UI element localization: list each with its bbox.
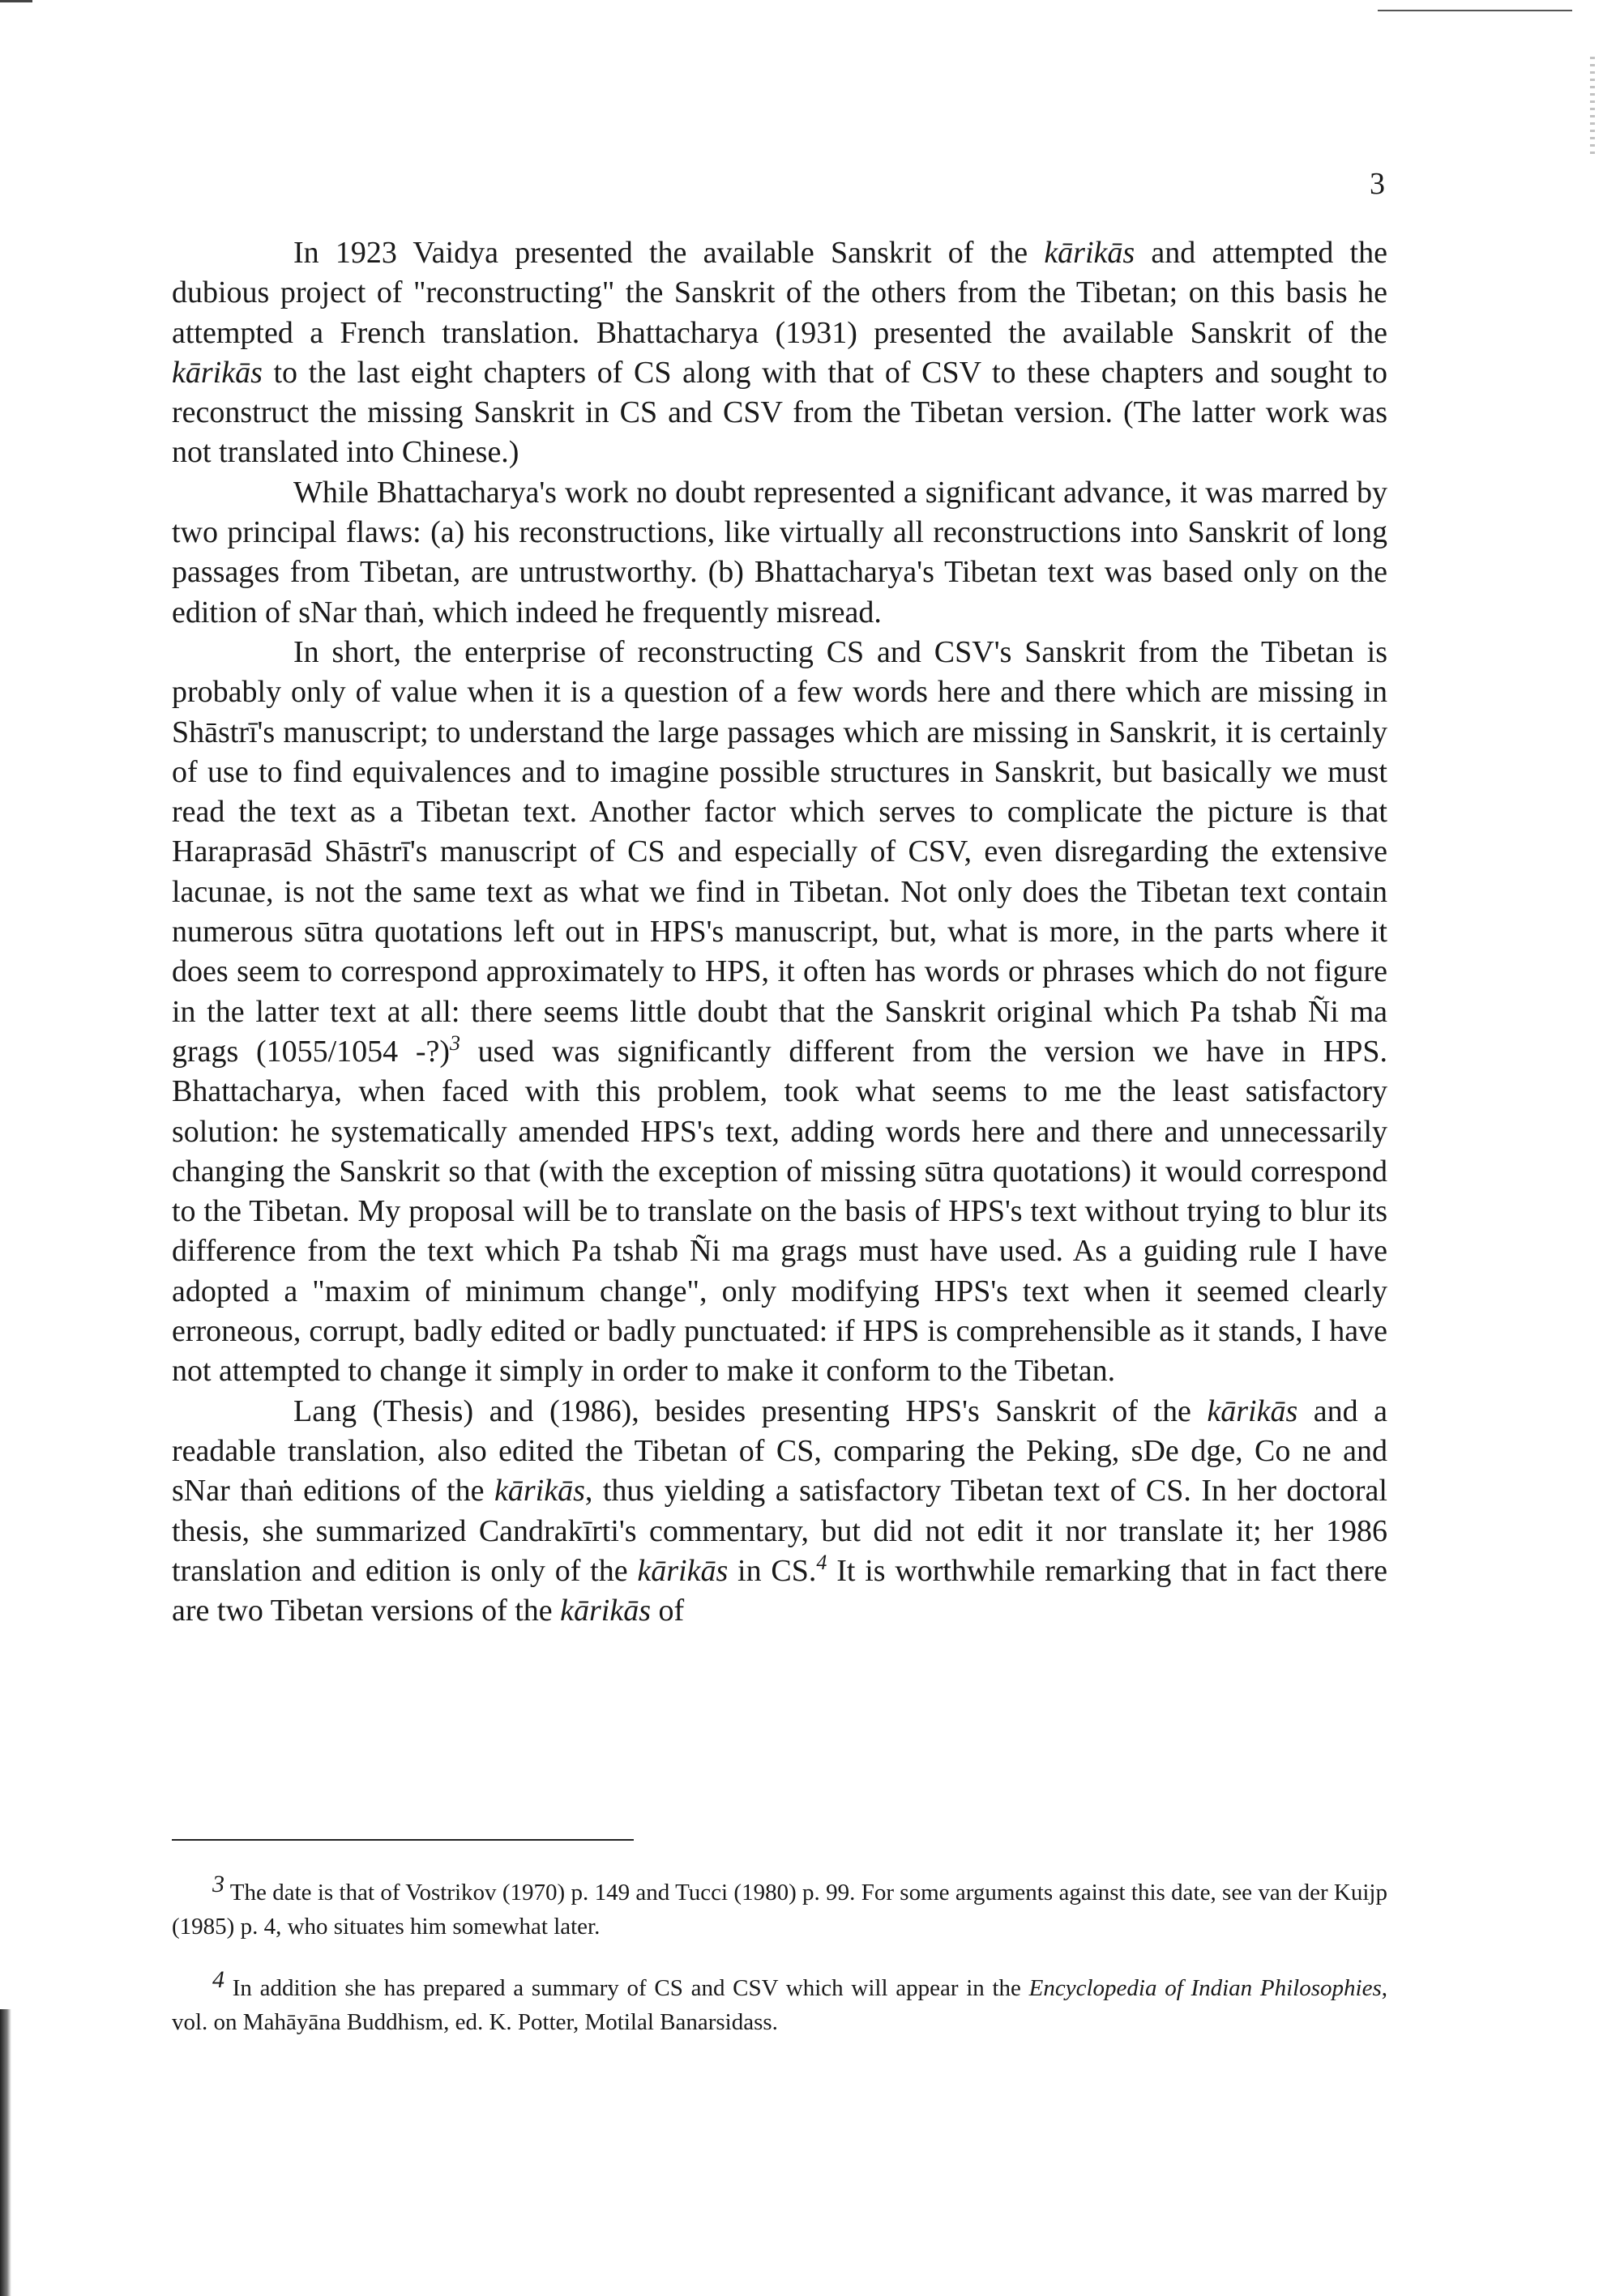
footnote-3 <box>172 1871 1387 1944</box>
scan-top-rule <box>1378 10 1572 11</box>
paragraph-4-text: and a readable translation, also edited the Tibetan of CS, comparing the Peking, sDe dge, Co ne and sNar thaṅ editions of the <box>172 1393 1387 1509</box>
paragraph-4-text: Lang (Thesis) and (1986), besides presenting HPS's Sanskrit of the <box>293 1393 1208 1428</box>
paragraph-1 <box>172 233 1387 473</box>
footnote-3-mark: 3 <box>212 1871 224 1897</box>
footnote-4-title: Encyclopedia of Indian Philosophies <box>1028 1975 1382 2001</box>
paragraph-4 <box>172 1392 1387 1632</box>
scan-left-edge-shadow <box>0 2009 11 2296</box>
page-number: 3 <box>1370 167 1385 201</box>
paragraph-4-text: in CS. <box>728 1553 817 1588</box>
paragraph-3-text: used was significantly different from the version we have in HPS. Bhattacharya, when faced with this problem, took what seems to me the least satisfactory solution: he systematically amended HPS's text, adding words here and there and unnecessarily changing the Sanskrit so that (with the exception of missing sūtra quotations) it would correspond to the Tibetan. My proposal will be to translate on the basis of HPS's text without trying to blur its difference from the text which Pa tshab Ñi ma grags must have used. As a guiding rule I have adopted a "maxim of minimum change", only modifying HPS's text when it seemed clearly erroneous, corrupt, badly edited or badly punctuated: if HPS is comprehensible as it stands, I have not attempted to change it simply in order to make it conform to the Tibetan. <box>172 1034 1387 1389</box>
scan-right-edge-noise <box>1590 57 1595 154</box>
footnotes <box>172 1871 1387 2067</box>
footnote-4-mark: 4 <box>212 1966 224 1993</box>
footnote-3-text: The date is that of Vostrikov (1970) p. 149 and Tucci (1980) p. 99. For some arguments against this date, see van der Kuijp (1985) p. 4, who situates him somewhat later. <box>172 1880 1387 1940</box>
footnote-separator <box>172 1839 634 1841</box>
footnote-ref-4[interactable]: 4 <box>816 1550 827 1574</box>
paragraph-1-term: kārikās <box>1044 236 1135 270</box>
paragraph-4-text: of <box>651 1594 685 1628</box>
footnote-4-text: In addition she has prepared a summary of CS and CSV which will appear in the <box>224 1975 1029 2001</box>
paragraph-2 <box>172 473 1387 633</box>
footnote-4 <box>172 1966 1387 2039</box>
paragraph-4-term: kārikās <box>494 1474 585 1509</box>
paragraph-1-text: In 1923 Vaidya presented the available Sanskrit of the <box>293 236 1045 270</box>
footnote-4-text: , vol. on Mahāyāna Buddhism, ed. K. Potter, Motilal Banarsidass. <box>172 1975 1387 2035</box>
paragraph-3 <box>172 633 1387 1392</box>
scan-corner-mark <box>0 0 32 2</box>
paragraph-1-text: and attempted the dubious project of "reconstructing" the Sanskrit of the others from the Tibetan; on this basis he attempted a French translation. Bhattacharya (1931) presented the available Sanskrit of the <box>172 236 1387 350</box>
footnote-ref-3[interactable]: 3 <box>450 1031 461 1055</box>
paragraph-4-term: kārikās <box>637 1553 729 1588</box>
paragraph-2-text: While Bhattacharya's work no doubt represented a significant advance, it was marred by two principal flaws: (a) his reconstructions, like virtually all reconstructions into Sanskrit of long passages from Tibetan, are untrustworthy. (b) Bhattacharya's Tibetan text was based only on the edition of sNar thaṅ, which indeed he frequently misread. <box>172 475 1387 629</box>
paragraph-4-text: , thus yielding a satisfactory Tibetan text of CS. In her doctoral thesis, she summarized Candrakīrti's commentary, but did not edit it nor translate it; her 1986 translation and edition is only of the <box>172 1474 1387 1588</box>
paragraph-1-text: to the last eight chapters of CS along with that of CSV to these chapters and sought to reconstruct the missing Sanskrit in CS and CSV from the Tibetan version. (The latter work was not translated into Chinese.) <box>172 355 1387 470</box>
paragraph-4-text: It is worthwhile remarking that in fact there are two Tibetan versions of the <box>172 1553 1387 1628</box>
paragraph-1-term: kārikās <box>172 355 263 390</box>
body-text <box>172 233 1387 1631</box>
paragraph-4-term: kārikās <box>560 1594 652 1628</box>
paragraph-4-term: kārikās <box>1207 1393 1298 1428</box>
paragraph-3-text: In short, the enterprise of reconstructing CS and CSV's Sanskrit from the Tibetan is probably only of value when it is a question of a few words here and there which are missing in Shāstrī's manuscript; to understand the large passages which are missing in Sanskrit, it is certainly of use to find equivalences and to imagine possible structures in Sanskrit, but basically we must read the text as a Tibetan text. Another factor which serves to complicate the picture is that Haraprasād Shāstrī's manuscript of CS and especially of CSV, even disregarding the extensive lacunae, is not the same text as what we find in Tibetan. Not only does the Tibetan text contain numerous sūtra quotations left out in HPS's manuscript, but, what is more, in the parts where it does seem to correspond approximately to HPS, it often has words or phrases which do not figure in the latter text at all: there seems little doubt that the Sanskrit original which Pa tshab Ñi ma grags (1055/1054 -?) <box>172 634 1387 1069</box>
